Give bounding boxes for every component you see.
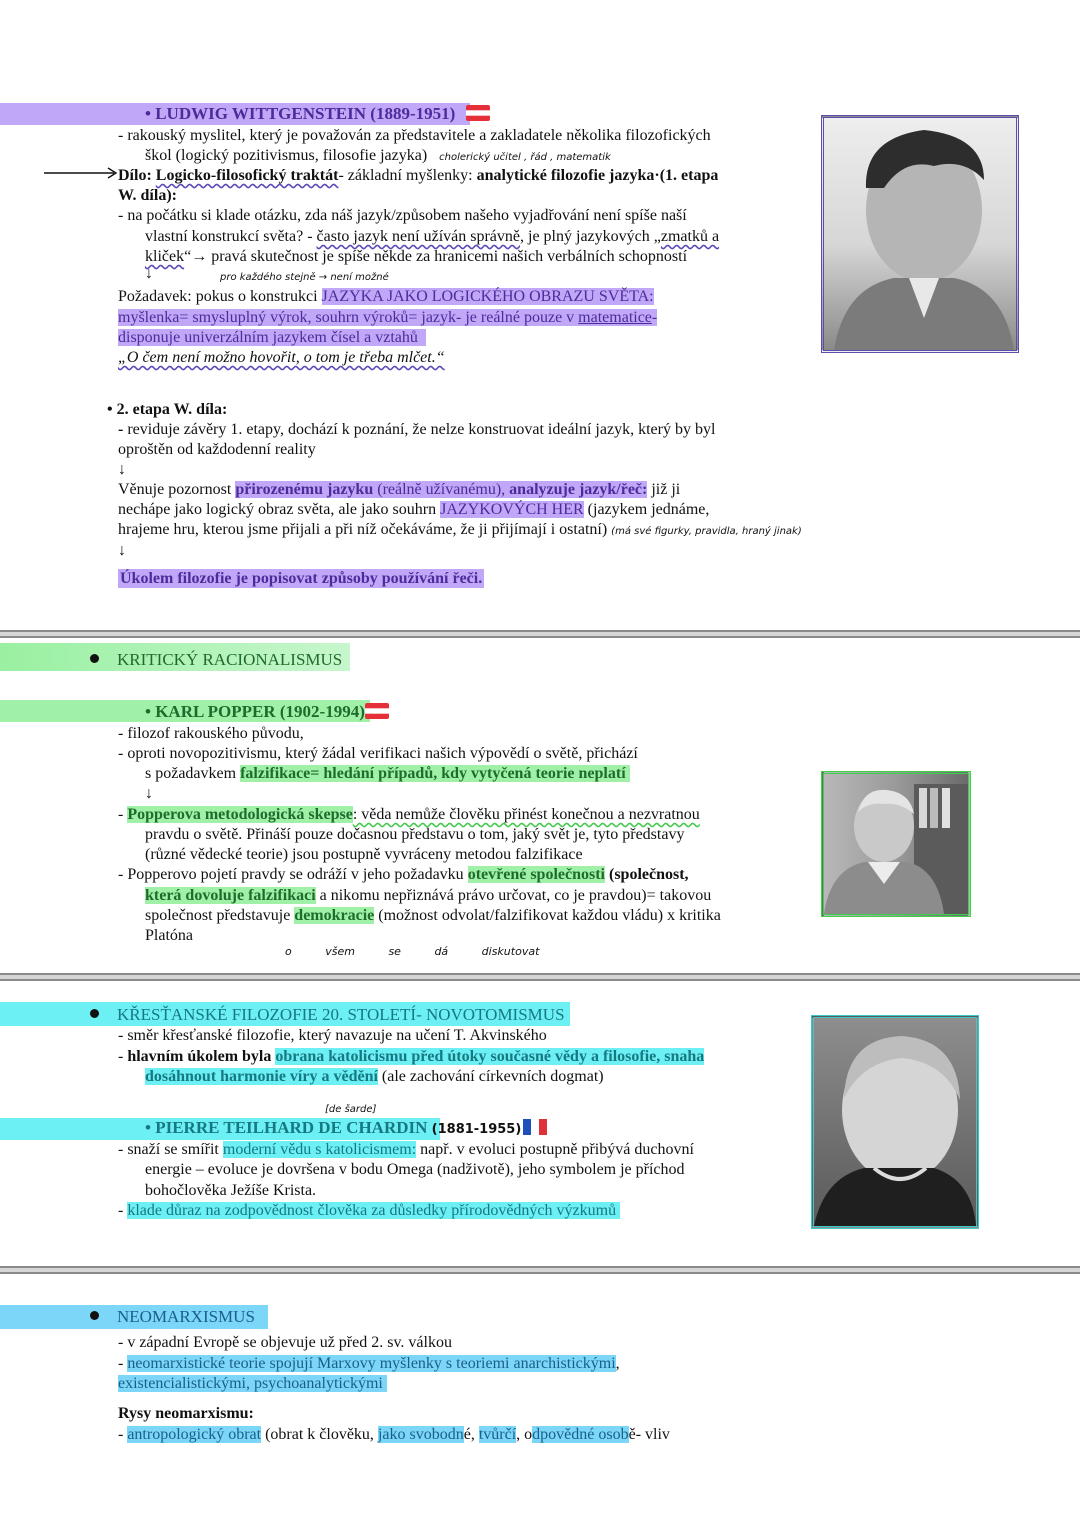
text: ě- vliv — [628, 1426, 670, 1443]
text: - — [118, 1355, 128, 1372]
text: “→ pravá skutečnost je spíše někde za hranicemi našich verbálních schopností — [184, 248, 688, 265]
heading-text: KŘESŤANSKÉ FILOZOFIE 20. STOLETÍ- NOVOTOMISMUS — [117, 1005, 565, 1024]
chardin-line-4 — [118, 1201, 620, 1221]
bullet-icon — [90, 654, 99, 663]
text: kliček — [145, 248, 185, 265]
text: hrajeme hru, kterou jsme přijali a při níž očekáváme, že ji přijímají i ostatní) — [118, 521, 608, 538]
popper-line-7 — [118, 865, 689, 885]
heading-text: NEOMARXISMUS — [117, 1307, 255, 1326]
wittgenstein-quote: „O čem není možno hovořit, o tom je třeba mlčet.“ — [118, 349, 445, 366]
wittgenstein-p1-2 — [145, 227, 719, 247]
stage2-line-3 — [118, 480, 680, 500]
neomarxismus-heading — [90, 1307, 255, 1327]
text: (obrat k člověku, — [261, 1426, 378, 1443]
handwritten-note: o všem se dá diskutovat — [285, 945, 540, 958]
highlight-text — [118, 309, 657, 326]
wittgenstein-intro-1: - rakouský myslitel, který je považován za představitele a zakladatele několika filozofických — [118, 127, 711, 144]
wittgenstein-req-1 — [118, 287, 654, 307]
handwritten-note: (má své figurky, pravidla, hraný jinak) — [611, 526, 802, 537]
text: již ji — [647, 481, 681, 498]
highlight-text: moderní vědu s katolicismem: — [222, 1141, 417, 1158]
wittgenstein-work-2: W. díla): — [118, 187, 177, 204]
highlight-text: Popperova metodologická skepse — [127, 806, 353, 823]
highlight-text: neomarxistické teorie spojují Marxovy myšlenky s teoriemi anarchistickými — [127, 1355, 616, 1372]
popper-line-4 — [118, 805, 700, 825]
wittgenstein-req-2 — [118, 308, 657, 328]
section-separator — [0, 1266, 1080, 1274]
neomarxismus-line-2 — [118, 1354, 620, 1374]
wittgenstein-intro-2 — [145, 146, 611, 168]
highlight-text: demokracie — [294, 907, 375, 924]
text: - — [118, 1426, 128, 1443]
highlight-text: otevřené společnosti — [467, 866, 605, 883]
popper-line-10: Platóna — [145, 927, 193, 944]
arrow-down-icon: ↓ — [118, 542, 126, 559]
text: - — [118, 1048, 128, 1065]
text: nechápe jako logický obraz světa, ale jako souhrn — [118, 501, 441, 518]
novotomismus-heading — [90, 1005, 565, 1025]
arrow-down-icon: ↓ — [145, 265, 153, 282]
chardin-line-2: energie – evoluce je dovršena v bodu Omega (nadživotě), jeho symbolem je příchod — [145, 1161, 685, 1178]
novotomismus-line-2 — [118, 1047, 704, 1067]
work-bold: analytické filozofie jazyka·(1. etapa — [476, 167, 719, 184]
highlight-text: existencialistickými, psychoanalytickými — [118, 1375, 387, 1392]
chardin-line-3: bohočlověka Ježíše Krista. — [145, 1182, 317, 1199]
chardin-title — [145, 1118, 547, 1140]
wittgenstein-p1-3 — [145, 247, 687, 267]
text: - — [118, 421, 128, 438]
text: - — [651, 309, 658, 326]
text: (ale zachování církevních dogmat) — [377, 1068, 604, 1085]
popper-line-3 — [145, 764, 630, 784]
arrow-down-icon: ↓ — [118, 461, 126, 478]
highlight-text: dpovědné osob — [532, 1426, 629, 1443]
bullet-icon — [90, 1009, 99, 1018]
neomarxismus-line-4 — [118, 1425, 670, 1445]
text: často jazyk není užíván správně — [316, 228, 520, 245]
popper-portrait — [821, 771, 971, 917]
handwritten-note: pro každého stejně → není možné — [220, 272, 389, 283]
highlight-text: disponuje univerzálním jazykem čísel a vztahů — [118, 329, 426, 346]
text: např. v evoluci postupně přibývá duchovní — [416, 1141, 694, 1158]
heading-text: KRITICKÝ RACIONALISMUS — [117, 650, 343, 669]
text: analyzuje jazyk/řeč: — [509, 481, 648, 498]
stage2-conclusion — [118, 569, 484, 589]
work-title: Logicko-filosofický traktát — [155, 167, 339, 184]
section-separator — [0, 630, 1080, 638]
highlight-text: tvůrčí — [478, 1426, 517, 1443]
title-text: • PIERRE TEILHARD DE CHARDIN — [145, 1118, 428, 1137]
stage2-line-5 — [118, 520, 802, 542]
text: - — [118, 806, 128, 823]
wittgenstein-work — [118, 166, 718, 186]
text: (možnost odvolat/falzifikovat každou vládu) x kritika — [374, 907, 721, 924]
work-rest: - základní myšlenky: — [338, 167, 477, 184]
chardin-portrait — [811, 1015, 979, 1229]
novotomismus-line-3 — [145, 1067, 604, 1087]
novotomismus-line-1: - směr křesťanské filozofie, který navazuje na učení T. Akvinského — [118, 1027, 547, 1044]
highlight-text: antropologický obrat — [127, 1426, 262, 1443]
text: (reálně užívanému), — [373, 481, 510, 498]
popper-line-1: - filozof rakouského původu, — [118, 725, 304, 742]
handwritten-years: (1881-1955) — [431, 1122, 522, 1137]
rysy-heading: Rysy neomarxismu: — [118, 1405, 254, 1422]
austria-flag-icon — [466, 105, 490, 121]
wittgenstein-portrait — [821, 115, 1019, 353]
highlight-text: JAZYKA JAKO LOGICKÉHO OBRAZU SVĚTA: — [321, 288, 654, 305]
chardin-line-1 — [118, 1140, 694, 1160]
highlight-text: obrana katolicismu před útoky současné vědy a filosofie, snaha — [275, 1048, 705, 1065]
text: - Popperovo pojetí pravdy se odráží v jeho požadavku — [118, 866, 468, 883]
highlight-text: jako svobodn — [377, 1426, 464, 1443]
section-separator — [0, 973, 1080, 981]
text: - — [118, 1202, 128, 1219]
highlight-text: falzifikace= hledání případů, kdy vytyčená teorie neplatí — [240, 765, 630, 782]
text: matematice — [578, 309, 652, 326]
highlight-text: Úkolem filozofie je popisovat způsoby používání řeči. — [120, 570, 483, 587]
text: reviduje závěry 1. etapy, dochází k poznání, že nelze konstruovat ideální jazyk, který by byl — [127, 421, 716, 438]
text: Věnuje pozornost — [118, 481, 236, 498]
popper-line-2: - oproti novopozitivismu, který žádal verifikaci našich výpovědí o světě, přichází — [118, 745, 638, 762]
text: , je plný jazykových „ — [520, 228, 661, 245]
stage2-line-4 — [118, 500, 709, 520]
popper-line-8 — [145, 886, 711, 906]
text: , o — [516, 1426, 533, 1443]
title-text: • LUDWIG WITTGENSTEIN (1889-1951) — [145, 104, 456, 123]
neomarxismus-line-3 — [118, 1374, 387, 1394]
text: přirozenému jazyku — [235, 481, 374, 498]
text: zmatků a — [660, 228, 720, 245]
work-label: Dílo: — [118, 167, 156, 184]
stage2-line-1 — [118, 420, 715, 440]
title-text: • KARL POPPER (1902-1994) — [145, 702, 365, 721]
text: s požadavkem — [145, 765, 241, 782]
wittgenstein-title — [145, 104, 490, 124]
highlight-text: která dovoluje falzifikaci — [145, 887, 316, 904]
neomarxismus-line-1: - v západní Evropě se objevuje už před 2. sv. válkou — [118, 1334, 452, 1351]
wittgenstein-req-3 — [118, 328, 426, 348]
popper-line-5: pravdu o světě. Přináší pouze dočasnou představu o tom, jaký svět je, tyto představy — [145, 826, 685, 843]
highlight-text — [235, 481, 647, 498]
text: é, — [463, 1426, 479, 1443]
text: vlastní konstrukcí světa? - — [145, 228, 317, 245]
pronunciation-note: [de šarde] — [325, 1104, 377, 1115]
popper-title — [145, 702, 389, 722]
text: a nikomu nepřiznává právo určovat, co je pravdou)= takovou — [315, 887, 712, 904]
text: : věda nemůže člověku přinést konečnou a nezvratnou — [352, 806, 700, 823]
stage2-title: • 2. etapa W. díla: — [107, 401, 228, 418]
stage2-line-2: oproštěn od každodenní reality — [118, 441, 316, 458]
highlight-text: JAZYKOVÝCH HER — [440, 501, 584, 518]
text: (společnost, — [605, 866, 689, 883]
text: - snaží se smířit — [118, 1141, 223, 1158]
highlight-text: klade důraz na zodpovědnost člověka za důsledky přírodovědných výzkumů — [127, 1202, 620, 1219]
france-flag-icon — [523, 1119, 547, 1135]
text: , — [615, 1355, 620, 1372]
arrow-right-icon — [44, 166, 120, 185]
popper-line-6: (různé vědecké teorie) jsou postupně vyvráceny metodou falzifikace — [145, 846, 583, 863]
austria-flag-icon — [365, 703, 389, 719]
kriticky-heading — [90, 650, 342, 670]
intro-text: škol (logický pozitivismus, filosofie jazyka) — [145, 147, 428, 164]
highlight-text: dosáhnout harmonie víry a vědění — [145, 1068, 378, 1085]
text: myšlenka= smysluplný výrok, souhrn výroků= jazyk- je reálné pouze v — [118, 309, 579, 326]
wittgenstein-p1-1: - na počátku si klade otázku, zda náš jazyk/způsobem našeho vyjadřování není spíše naší — [118, 207, 687, 224]
popper-line-9 — [145, 906, 721, 926]
text: hlavním úkolem byla — [127, 1048, 276, 1065]
text: společnost představuje — [145, 907, 295, 924]
arrow-down-icon: ↓ — [145, 785, 153, 802]
text: Požadavek: pokus o konstrukci — [118, 288, 322, 305]
bullet-icon — [90, 1311, 99, 1320]
handwritten-note: cholerický učitel , řád , matematik — [439, 152, 611, 163]
text: (jazykem jednáme, — [583, 501, 710, 518]
